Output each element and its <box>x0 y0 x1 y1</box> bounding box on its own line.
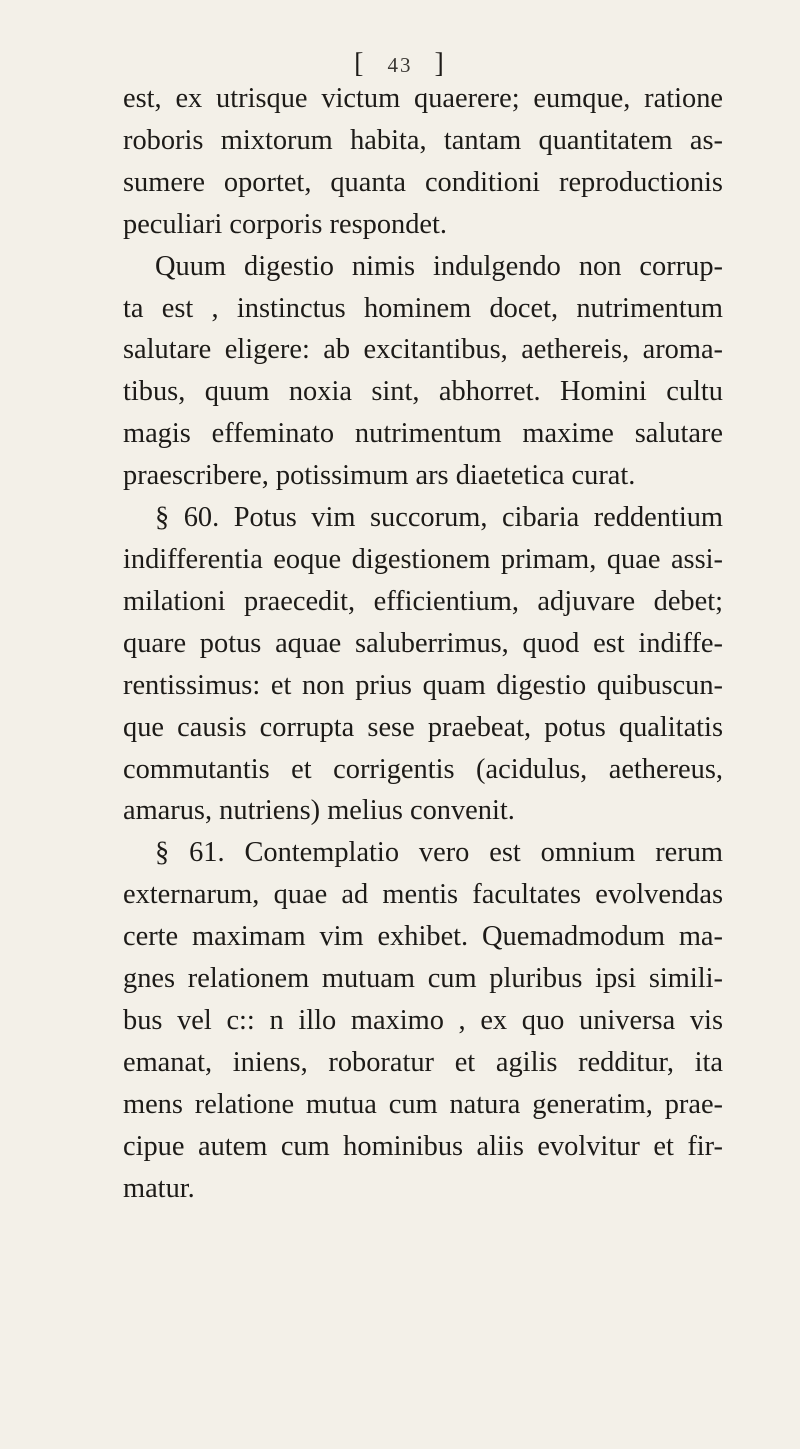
text-line: indifferentia eoque digestionem primam, quae assi- <box>123 543 723 575</box>
page-header <box>0 48 800 80</box>
text-line: peculiari corporis respondet. <box>123 208 448 240</box>
text-line: cipue autem cum hominibus aliis evolvitur et fir- <box>123 1130 723 1162</box>
page-number: 43 <box>387 53 413 77</box>
text-line: externarum, quae ad mentis facultates evolvendas <box>123 879 723 911</box>
text-line: ta est , instinctus hominem docet, nutrimentum <box>123 292 723 324</box>
text-line: gnes relationem mutuam cum pluribus ipsi simili- <box>123 963 723 995</box>
text-line: rentissimus: et non prius quam digestio quibuscun- <box>123 669 723 701</box>
text-line: est, ex utrisque victum quaerere; eumque, ratione <box>123 83 723 114</box>
text-line: praescribere, potissimum ars diaetetica curat. <box>123 460 636 492</box>
text-line: sumere oportet, quanta conditioni reproductionis <box>123 166 723 198</box>
section-heading-60: § 60. Potus vim succorum, cibaria reddentium <box>155 502 723 534</box>
text-line: matur. <box>123 1172 195 1204</box>
text-line: certe maximam vim exhibet. Quemadmodum ma- <box>123 921 723 953</box>
text-line: magis effeminato nutrimentum maxime salutare <box>123 418 723 450</box>
text-line: tibus, quum noxia sint, abhorret. Homini cultu <box>123 376 723 408</box>
text-line: roboris mixtorum habita, tantam quantitatem as- <box>123 124 723 156</box>
text-line: salutare eligere: ab excitantibus, aethereis, aroma- <box>123 334 723 366</box>
text-line: milationi praecedit, efficientium, adjuvare debet; <box>123 585 723 617</box>
text-line: mens relatione mutua cum natura generatim, prae- <box>123 1088 723 1120</box>
body-text <box>123 78 723 1209</box>
text-line: bus vel c:: n illo maximo , ex quo universa vis <box>123 1004 723 1036</box>
text-line: que causis corrupta sese praebeat, potus qualitatis <box>123 711 723 743</box>
text-line: Quum digestio nimis indulgendo non corrup- <box>155 250 723 282</box>
text-line: quare potus aquae saluberrimus, quod est indiffe- <box>123 627 723 659</box>
section-heading-61: § 61. Contemplatio vero est omnium rerum <box>155 837 723 869</box>
text-line: commutantis et corrigentis (acidulus, aethereus, <box>123 753 723 785</box>
text-line: amarus, nutriens) melius convenit. <box>123 795 515 827</box>
header-bracket-close: ] <box>434 48 446 79</box>
text-line: emanat, iniens, roboratur et agilis redditur, ita <box>123 1046 723 1078</box>
header-bracket-open: [ <box>354 48 366 79</box>
